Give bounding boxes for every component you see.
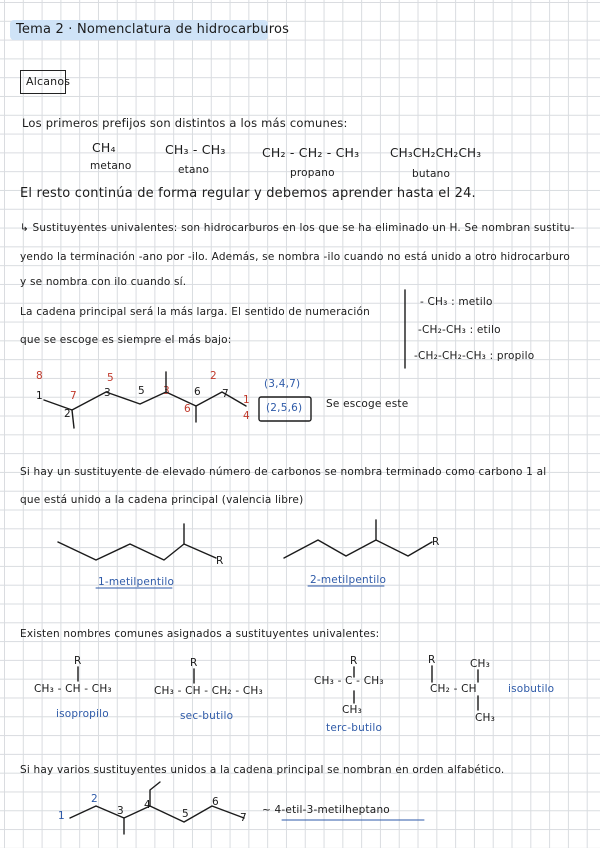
terc-butyl-r: R: [350, 655, 358, 667]
chain-num-3: 3: [104, 387, 111, 399]
alpha-chain: [70, 806, 244, 822]
alpha-label-3: 3: [117, 805, 124, 817]
section-title: Alcanos: [26, 75, 71, 88]
example-2-name: 2-metilpentilo: [310, 574, 387, 586]
alpha-branch-ethyl: [150, 782, 160, 806]
terc-butyl-below: CH₃: [342, 704, 363, 716]
chain-red-8: 8: [36, 370, 43, 382]
name-butane: butano: [412, 168, 451, 180]
chain-rule-line-2: que se escoge es siempre el más bajo:: [20, 334, 232, 346]
sec-butyl-r: R: [190, 657, 198, 669]
name-propane: propano: [290, 167, 335, 179]
page-title: Tema 2 · Nomenclatura de hidrocarburos: [16, 22, 290, 37]
option-a: (3,4,7): [264, 378, 301, 390]
isopropyl-name: isopropilo: [56, 708, 109, 720]
alphabetical-text: Si hay varios sustituyentes unidos a la cadena principal se nombran en orden alfabético.: [20, 764, 505, 776]
legend-methyl: - CH₃ : metilo: [420, 296, 493, 308]
example-1-name: 1-metilpentilo: [98, 576, 175, 588]
formula-ethane: CH₃ - CH₃: [165, 142, 226, 157]
rest-text: El resto continúa de forma regular y debemos aprender hasta el 24.: [20, 186, 476, 201]
legend-propyl: -CH₂-CH₂-CH₃ : propilo: [414, 350, 535, 362]
chain-red-5: 5: [107, 372, 114, 384]
alpha-label-2: 2: [91, 793, 98, 805]
main-chain-branch-1: [72, 410, 74, 428]
isobutyl-top: CH₃: [470, 658, 491, 670]
alpha-label-5: 5: [182, 808, 189, 820]
chain-num-2: 2: [64, 408, 71, 420]
alpha-label-1: 1: [58, 810, 65, 822]
sec-butyl-name: sec-butilo: [180, 710, 234, 722]
formula-propane: CH₂ - CH₂ - CH₃: [262, 145, 360, 160]
isopropyl-r: R: [74, 655, 82, 667]
isobutyl-name: isobutilo: [508, 683, 555, 695]
chain-num-1: 1: [36, 390, 43, 402]
example-1-r: R: [216, 555, 224, 567]
chain-num-5: 5: [138, 385, 145, 397]
common-names-intro: Existen nombres comunes asignados a sustituyentes univalentes:: [20, 628, 380, 640]
sec-butyl-formula: CH₃ - CH - CH₂ - CH₃: [154, 685, 263, 697]
name-ethane: etano: [178, 164, 210, 176]
alphabetical-result: ~ 4-etil-3-metilheptano: [262, 804, 390, 816]
example-1-chain: [58, 542, 216, 560]
alpha-label-6: 6: [212, 796, 219, 808]
name-methane: metano: [90, 160, 132, 172]
intro-text: Los primeros prefijos son distintos a los más comunes:: [22, 116, 348, 130]
legend-ethyl: -CH₂-CH₃ : etilo: [418, 324, 501, 336]
terminal-rule-line-2: que está unido a la cadena principal (valencia libre): [20, 494, 304, 506]
isobutyl-below: CH₃: [475, 712, 496, 724]
formula-butane: CH₃CH₂CH₂CH₃: [390, 146, 482, 160]
example-2-r: R: [432, 536, 440, 548]
example-2-chain: [284, 540, 432, 558]
chain-red-7: 7: [70, 390, 77, 402]
chosen-note: Se escoge este: [326, 398, 409, 410]
substituents-line-1: ↳ Sustituyentes univalentes: son hidrocarburos en los que se ha eliminado un H. Se nombran sustitu-: [20, 222, 575, 234]
chain-red-6: 6: [184, 403, 191, 415]
chain-red-1: 1: [243, 394, 250, 406]
isobutyl-formula: CH₂ - CH: [430, 683, 477, 695]
alpha-label-7: 7: [240, 812, 247, 824]
alpha-label-4: 4: [144, 799, 151, 811]
main-chain: [44, 392, 246, 410]
chain-red-extra: 4: [243, 410, 250, 422]
chain-num-7: 7: [222, 388, 229, 400]
terc-butyl-name: terc-butilo: [326, 722, 383, 734]
isobutyl-r: R: [428, 654, 436, 666]
formula-methane: CH₄: [92, 140, 116, 155]
substituents-line-3: y se nombra con ilo cuando sí.: [20, 276, 187, 288]
chain-red-2: 2: [210, 370, 217, 382]
chain-red-3: 3: [163, 385, 170, 397]
terc-butyl-formula: CH₃ - C - CH₃: [314, 675, 384, 687]
chain-num-6: 6: [194, 386, 201, 398]
option-b-box: [259, 397, 311, 421]
substituents-line-2: yendo la terminación -ano por -ilo. Además, se nombra -ilo cuando no está unido a otro hidrocarburo: [20, 251, 570, 263]
option-b: (2,5,6): [266, 402, 303, 414]
chain-rule-line-1: La cadena principal será la más larga. El sentido de numeración: [20, 306, 370, 318]
terminal-rule-line-1: Si hay un sustituyente de elevado número de carbonos se nombra terminado como carbono 1 al: [20, 466, 547, 478]
isopropyl-formula: CH₃ - CH - CH₃: [34, 683, 112, 695]
